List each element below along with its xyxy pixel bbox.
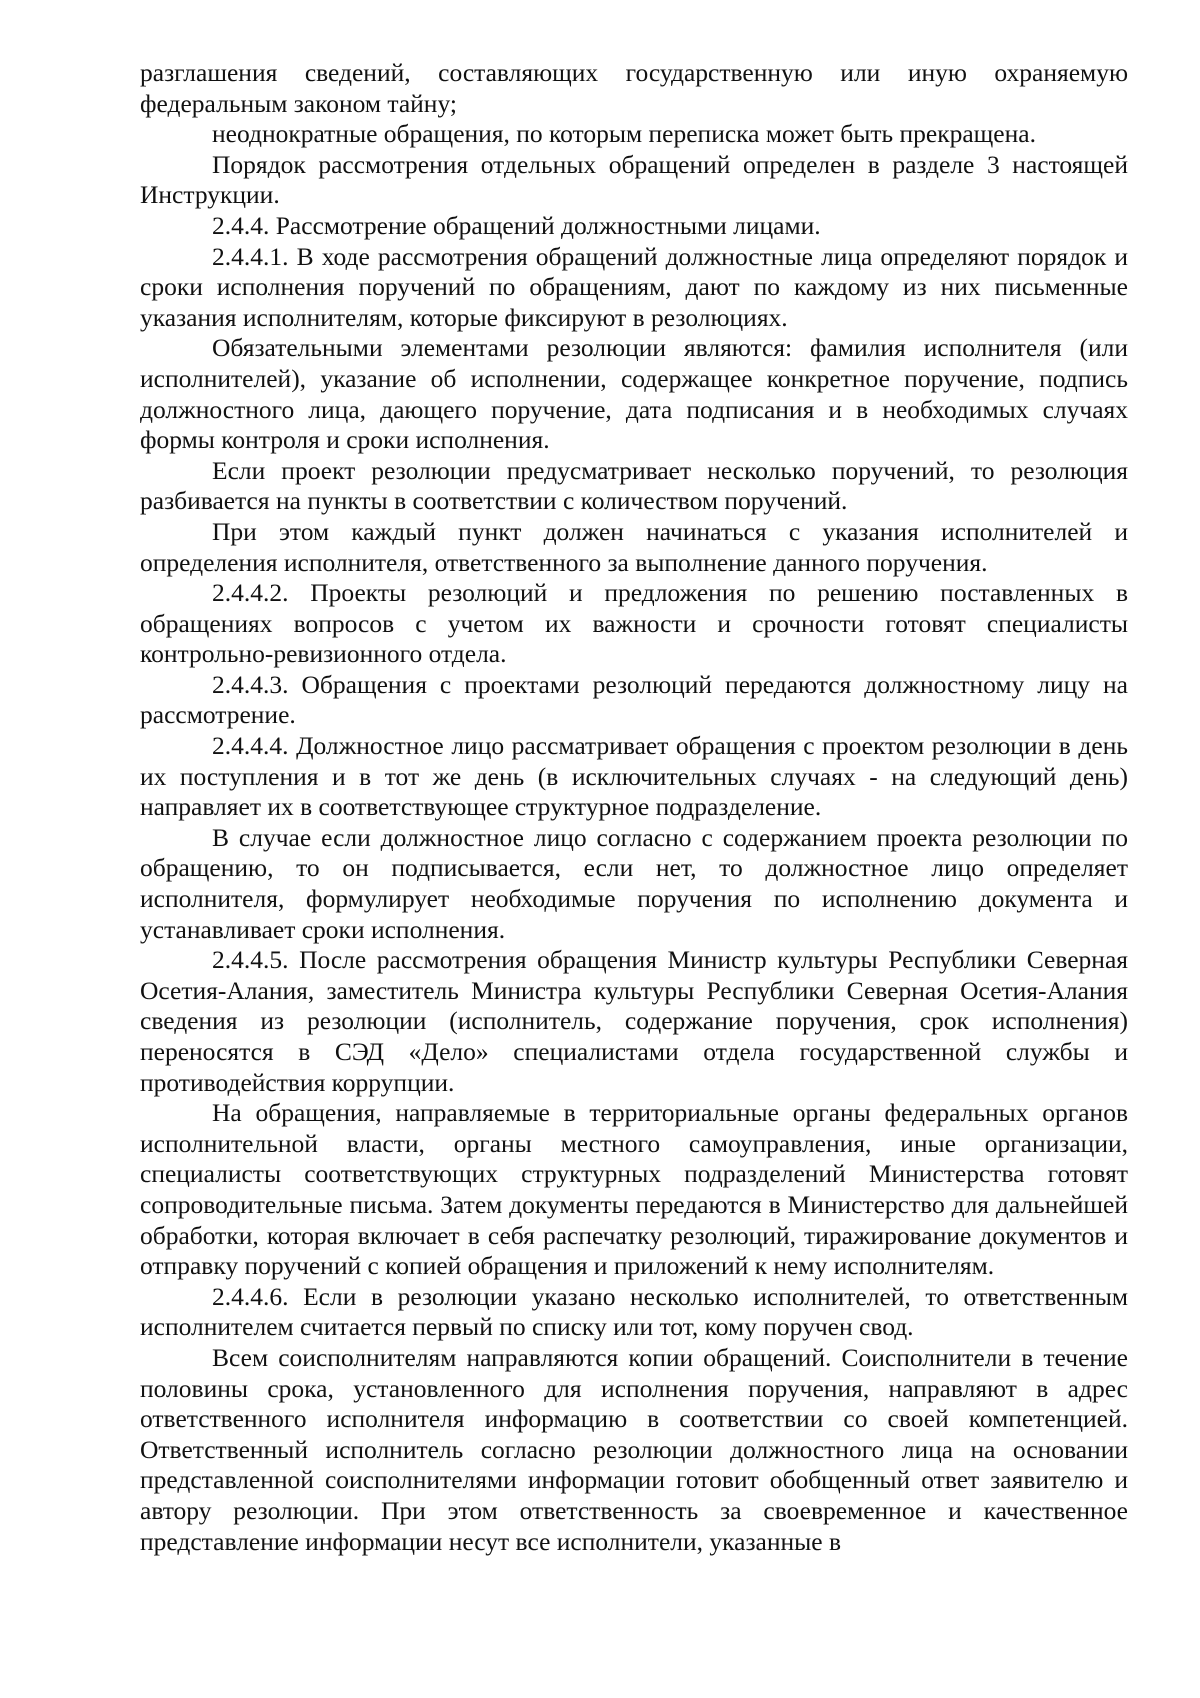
document-body [140, 58, 1128, 1557]
paragraph: неоднократные обращения, по которым переписка может быть прекращена. [212, 119, 1036, 149]
paragraph: Порядок рассмотрения отдельных обращений определен в разделе 3 настоящей Инструкции. [140, 149, 1128, 210]
paragraph-2-4-4-2: 2.4.4.2. Проекты резолюций и предложения по решению поставленных в обращениях вопросов с учетом их важности и срочности готовят специалисты контрольно-ревизионного отдела. [140, 578, 1128, 669]
paragraph: При этом каждый пункт должен начинаться с указания исполнителей и определения исполнителя, ответственного за выполнение данного поручения. [140, 516, 1128, 577]
paragraph: На обращения, направляемые в территориальные органы федеральных органов исполнительной власти, органы местного самоуправления, иные организации, специалисты соответствующих структурных подразделений Министерства готовят сопроводительные письма. Затем документы передаются в Министерство для дальнейшей обработки, которая включает в себя распечатку резолюций, тиражирование документов и отправку поручений с копией обращения и приложений к нему исполнителям. [140, 1098, 1128, 1281]
paragraph: В случае если должностное лицо согласно с содержанием проекта резолюции по обращению, то он подписывается, если нет, то должностное лицо определяет исполнителя, формулирует необходимые поручения по исполнению документа и устанавливает сроки исполнения. [140, 822, 1128, 944]
paragraph-2-4-4-1: 2.4.4.1. В ходе рассмотрения обращений должностные лица определяют порядок и сроки исполнения поручений по обращениям, дают по каждому из них письменные указания исполнителям, которые фиксируют в резолюциях. [140, 241, 1128, 332]
paragraph: Всем соисполнителям направляются копии обращений. Соисполнители в течение половины срока, установленного для исполнения поручения, направляют в адрес ответственного исполнителя информацию в соответствии со своей компетенцией. Ответственный исполнитель согласно резолюции должностного лица на основании представленной соисполнителями информации готовит обобщенный ответ заявителю и автору резолюции. При этом ответственность за своевременное и качественное представление информации несут все исполнители, указанные в [140, 1342, 1128, 1556]
paragraph: Обязательными элементами резолюции являются: фамилия исполнителя (или исполнителей), указание об исполнении, содержащее конкретное поручение, подпись должностного лица, дающего поручение, дата подписания и в необходимых случаях формы контроля и сроки исполнения. [140, 333, 1128, 455]
section-heading-2-4-4: 2.4.4. Рассмотрение обращений должностными лицами. [212, 210, 821, 240]
paragraph-2-4-4-4: 2.4.4.4. Должностное лицо рассматривает обращения с проектом резолюции в день их поступления и в тот же день (в исключительных случаях - на следующий день) направляет их в соответствующее структурное подразделение. [140, 731, 1128, 822]
paragraph-2-4-4-6: 2.4.4.6. Если в резолюции указано несколько исполнителей, то ответственным исполнителем считается первый по списку или тот, кому поручен свод. [140, 1281, 1128, 1342]
paragraph-continuation: разглашения сведений, составляющих государственную или иную охраняемую федеральным законом тайну; [140, 58, 1128, 118]
paragraph-2-4-4-5: 2.4.4.5. После рассмотрения обращения Министр культуры Республики Северная Осетия-Алания, заместитель Министра культуры Республики Северная Осетия-Алания сведения из резолюции (исполнитель, содержание поручения, срок исполнения) переносятся в СЭД «Дело» специалистами отдела государственной службы и противодействия коррупции. [140, 945, 1128, 1097]
paragraph-2-4-4-3: 2.4.4.3. Обращения с проектами резолюций передаются должностному лицу на рассмотрение. [140, 669, 1128, 730]
paragraph: Если проект резолюции предусматривает несколько поручений, то резолюция разбивается на пункты в соответствии с количеством поручений. [140, 455, 1128, 516]
